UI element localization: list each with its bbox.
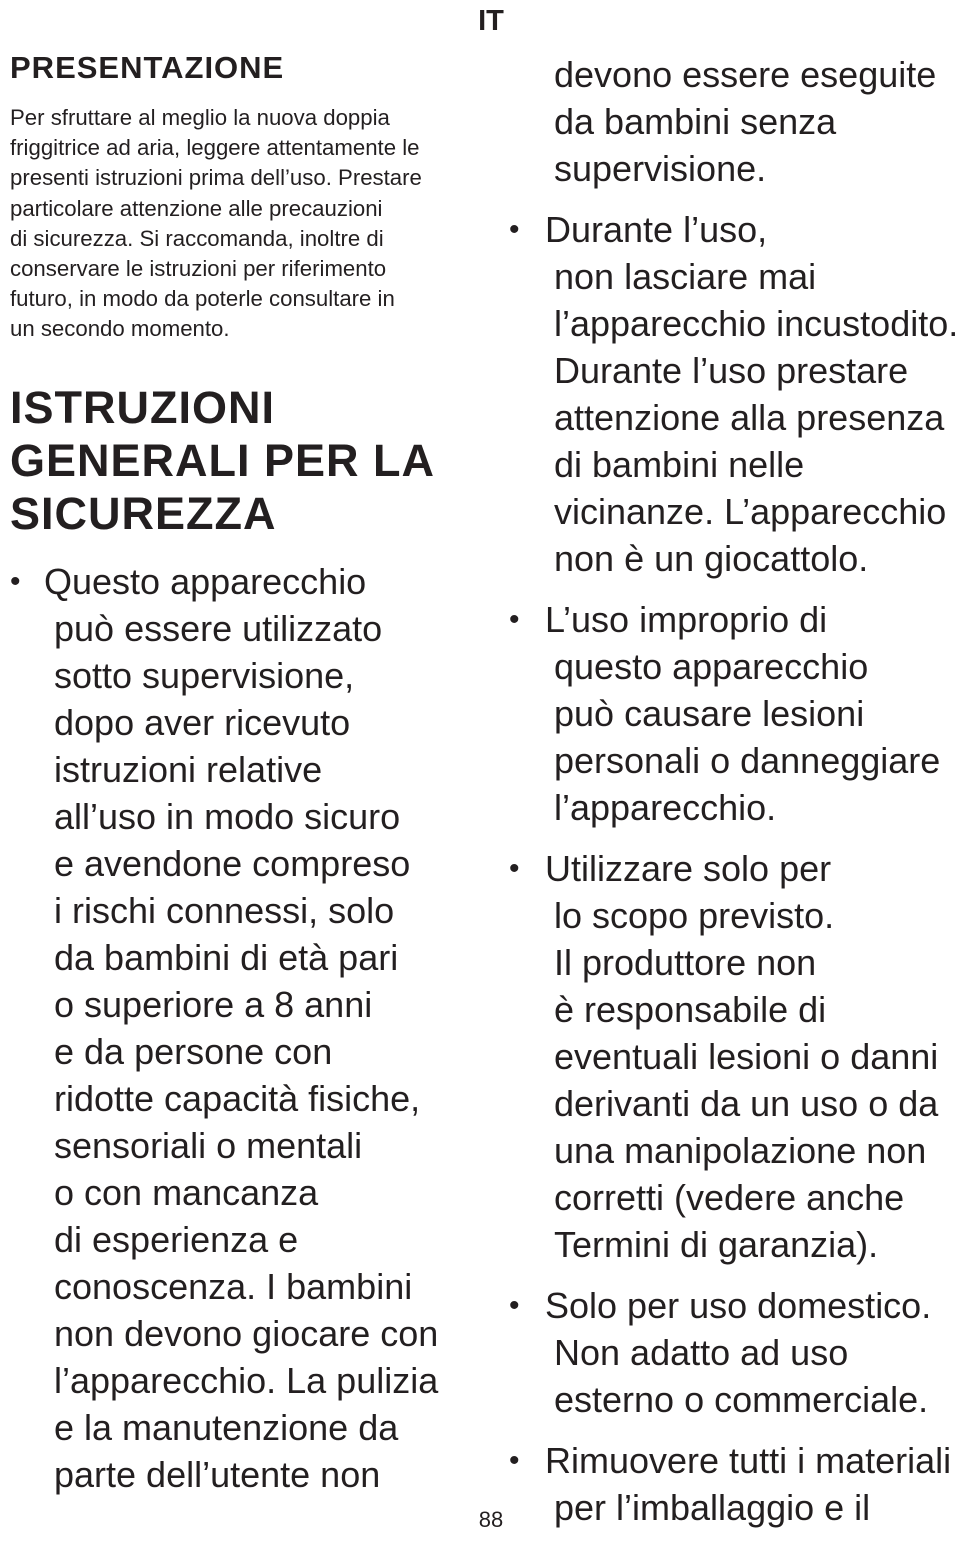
bullet-line: non è un giocattolo. — [554, 538, 869, 579]
bullet-line: l’apparecchio. — [554, 787, 777, 828]
bullet-line: istruzioni relative — [54, 748, 323, 790]
safety-list-right — [509, 206, 978, 1531]
bullet-line: può essere utilizzato — [54, 607, 383, 649]
intro-line: di sicurezza. Si raccomanda, inoltre di — [10, 225, 384, 251]
bullet-line: Non adatto ad uso — [554, 1332, 849, 1373]
bullet-line: Utilizzare solo per — [545, 848, 832, 889]
intro-paragraph — [10, 103, 490, 345]
bullet-line: i rischi connessi, solo — [54, 889, 395, 931]
bullet-line: Questo apparecchio — [44, 560, 367, 602]
bullet-line: di esperienza e — [54, 1218, 299, 1260]
list-item — [509, 206, 978, 582]
page-number: 88 — [478, 1507, 504, 1532]
bullet-line: e la manutenzione da — [54, 1406, 399, 1448]
bullet-body — [10, 605, 490, 1498]
bullet-line: derivanti da un uso o da — [554, 1083, 939, 1124]
list-item — [509, 1282, 978, 1423]
intro-line: conservare le istruzioni per riferimento — [10, 256, 387, 282]
continuation-line: da bambini senza — [554, 101, 837, 142]
bullet-line: può causare lesioni — [554, 693, 865, 734]
bullet-line: o superiore a 8 anni — [54, 983, 373, 1025]
bullet-line: l’apparecchio incustodito. — [554, 303, 959, 344]
bullet-marker: • — [509, 603, 520, 636]
intro-line: Per sfruttare al meglio la nuova doppia — [10, 105, 390, 130]
bullet-line: Durante l’uso prestare — [554, 350, 909, 391]
bullet-line: Il produttore non — [554, 942, 817, 983]
bullet-marker: • — [509, 1289, 520, 1322]
left-column — [10, 49, 490, 1498]
bullet-body — [509, 643, 978, 831]
bullet-line: per l’imballaggio e il — [554, 1487, 871, 1528]
language-label: IT — [478, 5, 504, 37]
bullet-line: questo apparecchio — [554, 646, 869, 687]
bullet-line: all’uso in modo sicuro — [54, 795, 401, 837]
right-column — [509, 51, 978, 1545]
safety-list-left — [10, 558, 490, 1498]
bullet-line: lo scopo previsto. — [554, 895, 835, 936]
list-item — [509, 596, 978, 831]
bullet-line: sensoriali o mentali — [54, 1124, 363, 1166]
bullet-line: vicinanze. L’apparecchio — [554, 491, 947, 532]
bullet-line: Solo per uso domestico. — [545, 1285, 932, 1326]
bullet-line: non devono giocare con — [54, 1312, 439, 1354]
bullet-line: di bambini nelle — [554, 444, 805, 485]
bullet-line: da bambini di età pari — [54, 936, 399, 978]
continuation-line: supervisione. — [554, 148, 767, 189]
bullet-line: parte dell’utente non — [54, 1453, 381, 1495]
bullet-line: sotto supervisione, — [54, 654, 355, 696]
list-item — [10, 558, 490, 1498]
bullet-line: Termini di garanzia). — [554, 1224, 879, 1265]
bullet-line: dopo aver ricevuto — [54, 701, 351, 743]
bullet-line: e da persone con — [54, 1030, 333, 1072]
safety-heading-line: SICUREZZA — [10, 487, 277, 539]
safety-heading-line: GENERALI PER LA — [10, 434, 436, 486]
bullet-line: personali o danneggiare — [554, 740, 941, 781]
bullet-line: è responsabile di — [554, 989, 827, 1030]
bullet-marker: • — [509, 1444, 520, 1477]
bullet-line: attenzione alla presenza — [554, 397, 945, 438]
bullet-body — [509, 253, 978, 582]
bullet-line: corretti (vedere anche — [554, 1177, 905, 1218]
bullet-line: una manipolazione non — [554, 1130, 927, 1171]
intro-line: particolare attenzione alle precauzioni — [10, 195, 383, 221]
bullet-marker: • — [509, 213, 520, 246]
bullet-line: Rimuovere tutti i materiali — [545, 1440, 952, 1481]
bullet-line: l’apparecchio. La pulizia — [54, 1359, 439, 1401]
bullet-line: Durante l’uso, — [545, 209, 768, 250]
bullet-marker: • — [509, 852, 520, 885]
intro-line: presenti istruzioni prima dell’uso. Prestare — [10, 165, 422, 191]
bullet-line: ridotte capacità fisiche, — [54, 1077, 421, 1119]
bullet-line: L’uso improprio di — [545, 599, 828, 640]
bullet-line: e avendone compreso — [54, 842, 411, 884]
list-item — [509, 845, 978, 1268]
intro-line: futuro, in modo da poterle consultare in — [10, 286, 395, 312]
bullet-line: conoscenza. I bambini — [54, 1265, 413, 1307]
continuation-line: devono essere eseguite — [554, 54, 937, 95]
bullet-line: eventuali lesioni o danni — [554, 1036, 939, 1077]
bullet-line: non lasciare mai — [554, 256, 817, 297]
intro-line: friggitrice ad aria, leggere attentamente le — [10, 135, 420, 161]
bullet-body — [509, 1329, 978, 1423]
bullet-body — [509, 892, 978, 1268]
safety-heading — [10, 381, 490, 540]
safety-heading-line: ISTRUZIONI — [10, 381, 275, 433]
intro-heading: PRESENTAZIONE — [10, 50, 285, 85]
intro-line: un secondo momento. — [10, 316, 230, 342]
bullet-line: esterno o commerciale. — [554, 1379, 929, 1420]
bullet-line: o con mancanza — [54, 1171, 319, 1213]
continuation-paragraph — [509, 51, 978, 192]
bullet-marker: • — [10, 564, 21, 598]
